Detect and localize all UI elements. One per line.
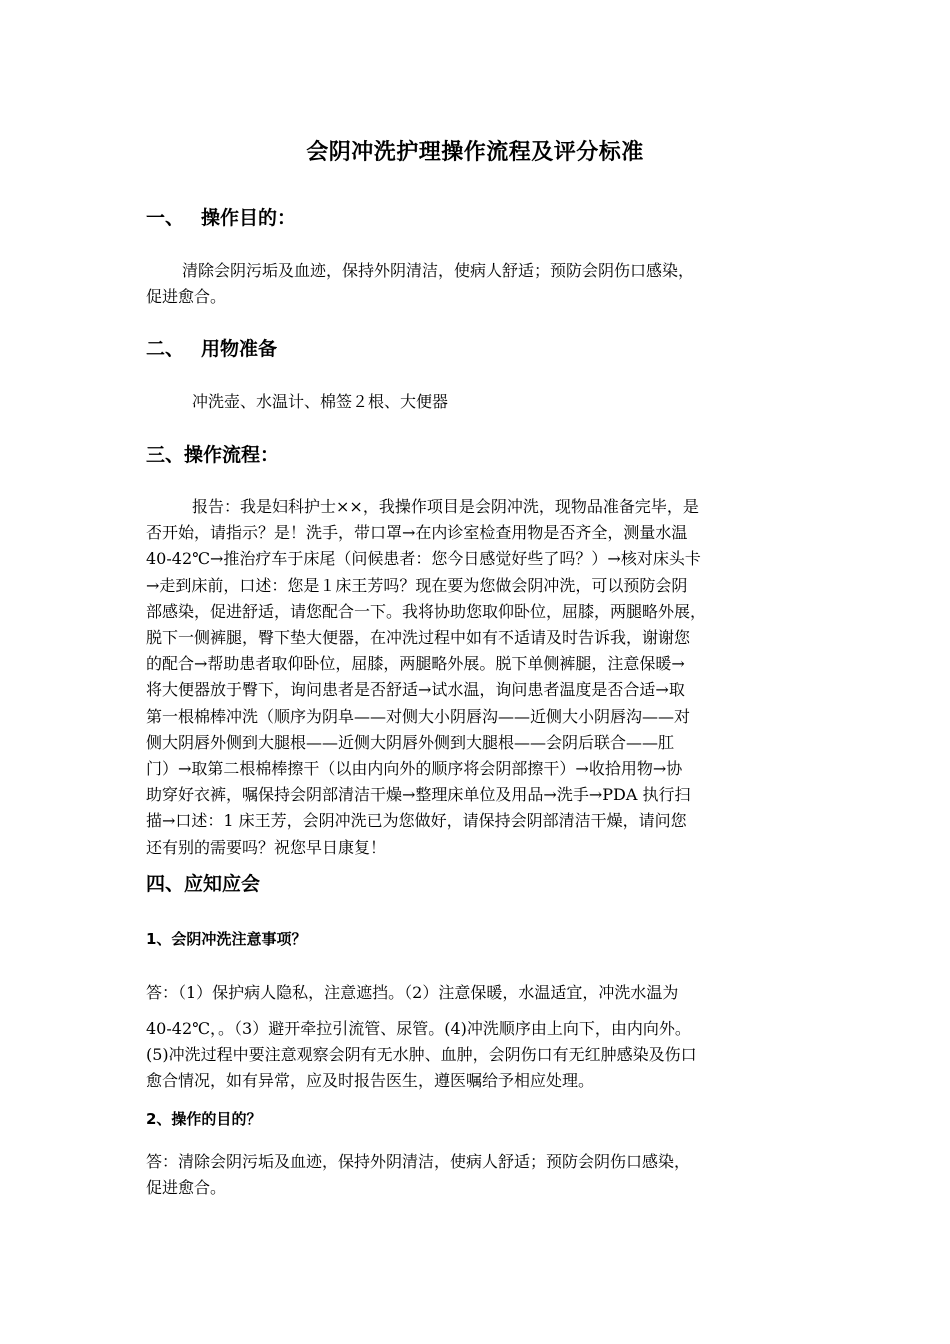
paragraph-line: 脱下一侧裤腿，臀下垫大便器，在冲洗过程中如有不适请及时告诉我，谢谢您 bbox=[146, 628, 691, 648]
paragraph-line: 侧大阴唇外侧到大腿根——近侧大阴唇外侧到大腿根——会阴后联合——肛 bbox=[146, 732, 675, 752]
paragraph-line: 助穿好衣裤，嘱保持会阴部清洁干燥→整理床单位及用品→洗手→PDA 执行扫 bbox=[146, 785, 691, 805]
section-4-heading: 四、应知应会 bbox=[146, 873, 261, 895]
section-2-paragraph bbox=[146, 389, 822, 415]
section-1-paragraph bbox=[146, 258, 822, 310]
question-1-answer-first-line bbox=[146, 980, 822, 1006]
question-2-answer bbox=[146, 1149, 822, 1201]
section-2-title: 用物准备 bbox=[201, 338, 278, 360]
paragraph-line: 部感染，促进舒适，请您配合一下。我将协助您取仰卧位，屈膝，两腿略外展， bbox=[146, 601, 707, 621]
answer-line: 愈合情况，如有异常，应及时报告医生，遵医嘱给予相应处理。 bbox=[146, 1071, 595, 1091]
question-1-heading: 1、会阴冲洗注意事项？ bbox=[146, 930, 307, 948]
answer-line: 答：清除会阴污垢及血迹，保持外阴清洁，使病人舒适；预防会阴伤口感染， bbox=[146, 1152, 691, 1171]
paragraph-line: 清除会阴污垢及血迹，保持外阴清洁，使病人舒适；预防会阴伤口感染， bbox=[182, 261, 695, 280]
document-title: 会阴冲洗护理操作流程及评分标准 bbox=[306, 140, 644, 165]
paragraph-line: 报告：我是妇科护士××，我操作项目是会阴冲洗，现物品准备完毕，是 bbox=[192, 497, 699, 516]
paragraph-line: 将大便器放于臀下，询问患者是否舒适→试水温，询问患者温度是否合适→取 bbox=[146, 680, 685, 700]
section-2-number: 二、 bbox=[146, 338, 185, 360]
paragraph-line: 描→口述：1 床王芳，会阴冲洗已为您做好，请保持会阴部清洁干燥，请问您 bbox=[146, 811, 687, 831]
section-1-number: 一、 bbox=[146, 207, 185, 229]
paragraph-line: 40-42℃→推治疗车于床尾（问候患者：您今日感觉好些了吗？）→核对床头卡 bbox=[146, 549, 701, 569]
section-2-heading bbox=[146, 336, 277, 362]
paragraph-line: 门）→取第二根棉棒擦干（以由内向外的顺序将会阴部擦干）→收拾用物→协 bbox=[146, 759, 683, 779]
question-2-heading: 2、操作的目的？ bbox=[146, 1110, 262, 1128]
paragraph-line: 否开始，请指示？是！洗手，带口罩→在内诊室检查用物是否齐全，测量水温 bbox=[146, 523, 688, 543]
section-3-paragraph bbox=[146, 494, 822, 861]
paragraph-line: 还有别的需要吗？祝您早日康复！ bbox=[146, 837, 387, 857]
answer-line: 40-42℃，。（3）避开牵拉引流管、尿管。(4)冲洗顺序由上向下，由内向外。 bbox=[146, 1019, 691, 1038]
answer-line: 促进愈合。 bbox=[146, 1178, 227, 1198]
paragraph-line: 促进愈合。 bbox=[146, 287, 227, 307]
paragraph-line: 的配合→帮助患者取仰卧位，屈膝，两腿略外展。脱下单侧裤腿，注意保暖→ bbox=[146, 654, 685, 674]
paragraph-line: →走到床前，口述：您是１床王芳吗？现在要为您做会阴冲洗，可以预防会阴 bbox=[146, 575, 688, 595]
paragraph-line: 第一根棉棒冲洗（顺序为阴阜——对侧大小阴唇沟——近侧大小阴唇沟——对 bbox=[146, 706, 691, 726]
section-1-title: 操作目的： bbox=[201, 207, 297, 229]
section-3-heading: 三、操作流程： bbox=[146, 444, 280, 466]
paragraph-line: 冲洗壶、水温计、棉签２根、大便器 bbox=[192, 392, 449, 411]
section-1-heading bbox=[146, 205, 296, 231]
question-1-answer bbox=[146, 1016, 822, 1095]
answer-line: 答：（1）保护病人隐私，注意遮挡。（2）注意保暖，水温适宜，冲洗水温为 bbox=[146, 983, 679, 1002]
answer-line: (5)冲洗过程中要注意观察会阴有无水肿、血肿，会阴伤口有无红肿感染及伤口 bbox=[146, 1045, 697, 1065]
